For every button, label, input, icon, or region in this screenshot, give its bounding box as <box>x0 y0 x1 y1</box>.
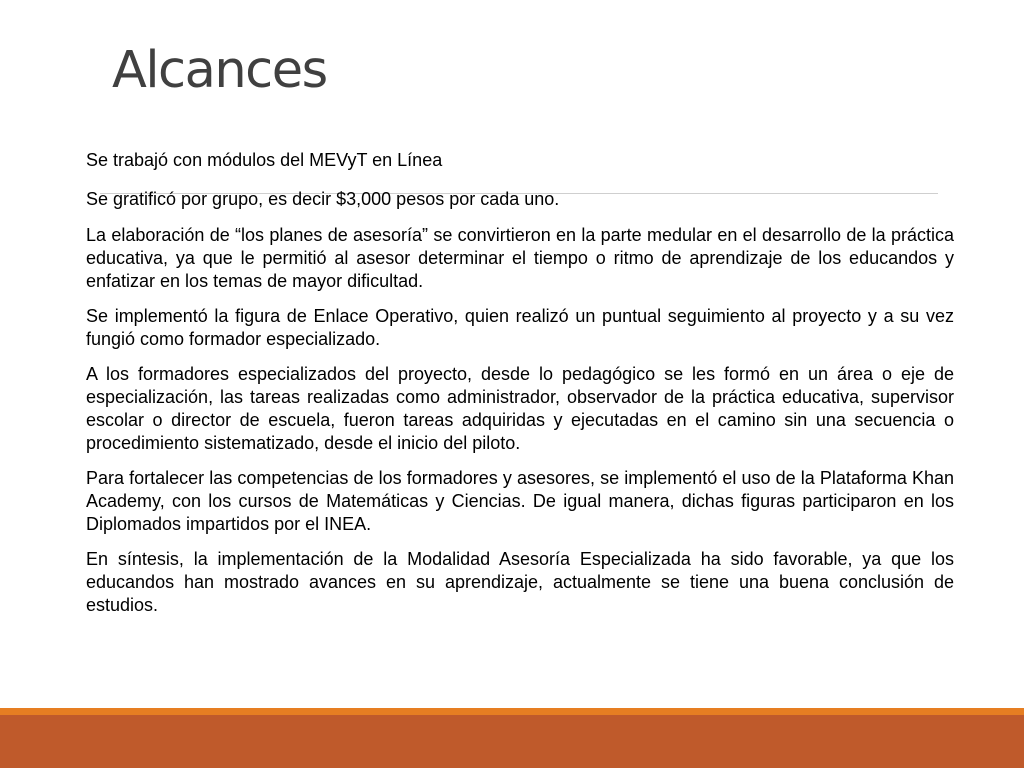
footer-accent-stripe <box>0 708 1024 715</box>
slide-title: Alcances <box>112 41 327 100</box>
paragraph-gratification: Se gratificó por grupo, es decir $3,000 pesos por cada uno. <box>86 189 560 209</box>
slide-body <box>86 149 954 629</box>
paragraph-advisory-plans: La elaboración de “los planes de asesoría” se convirtieron en la parte medular en el desarrollo de la práctica educativa, ya que le permitió al asesor determinar el tiempo o ritmo de aprendizaje de los educandos y enfatizar en los temas de mayor dificultad. <box>86 225 954 291</box>
paragraph-khan-academy: Para fortalecer las competencias de los formadores y asesores, se implementó el uso de la Plataforma Khan Academy, con los cursos de Matemáticas y Ciencias. De igual manera, dichas figuras participaron en los Diplomados impartidos por el INEA. <box>86 468 954 534</box>
paragraph-modules: Se trabajó con módulos del MEVyT en Línea <box>86 150 443 170</box>
paragraph-synthesis: En síntesis, la implementación de la Modalidad Asesoría Especializada ha sido favorable, ya que los educandos han mostrado avances en su aprendizaje, actualmente se tiene una buena conclusión de estudios. <box>86 549 954 615</box>
paragraph-specialized-trainers: A los formadores especializados del proyecto, desde lo pedagógico se les formó en un área o eje de especialización, las tareas realizadas como administrador, observador de la práctica educativa, supervisor escolar o director de escuela, fueron tareas adquiridas y ejecutadas en el camino sin una secuencia o procedimiento sistematizado, desde el inicio del piloto. <box>86 364 954 453</box>
footer-bar <box>0 715 1024 768</box>
paragraph-operative-link: Se implementó la figura de Enlace Operativo, quien realizó un puntual seguimiento al proyecto y a su vez fungió como formador especializado. <box>86 306 954 349</box>
